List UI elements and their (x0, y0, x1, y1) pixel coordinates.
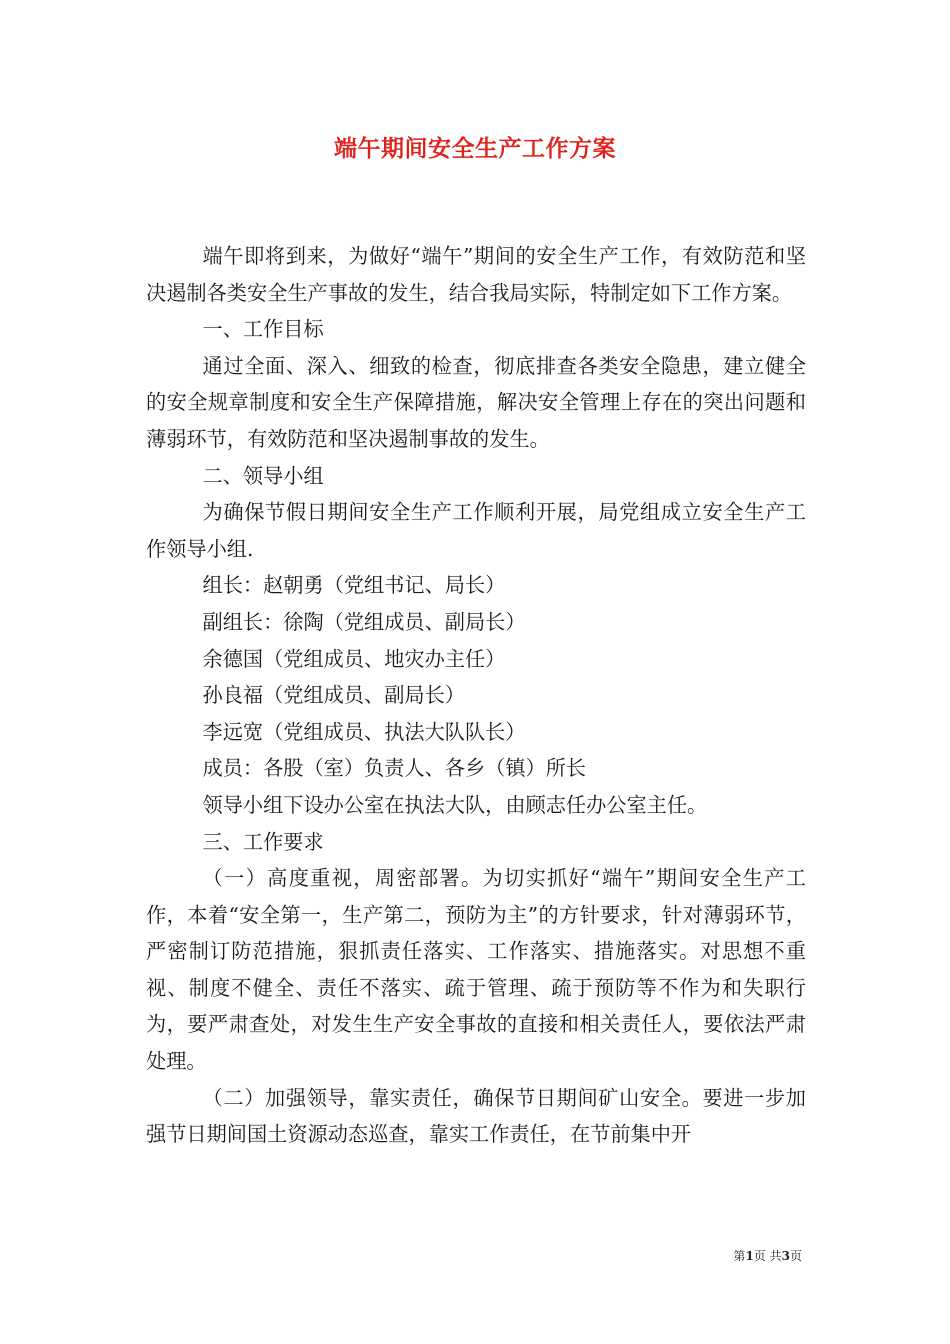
section-heading-requirements: 三、工作要求 (202, 829, 324, 854)
document-title: 端午期间安全生产工作方案 (334, 135, 616, 162)
section-heading-leadership: 二、领导小组 (202, 463, 324, 488)
page-number-current: 1 (745, 1249, 754, 1263)
page-number-suffix: 页 (789, 1249, 802, 1263)
requirement-paragraph-1: （一）高度重视，周密部署。为切实抓好“端午”期间安全生产工作，本着“安全第一，生产第二，预防为主”的方针要求，针对薄弱环节，严密制订防范措施，狠抓责任落实、工作落实、措施落实。对思想不重视、制度不健全、责任不落实、疏于管理、疏于预防等不作为和失职行为，要严肃查处，对发生生产安全事故的直接和相关责任人，要依法严肃处理。 (146, 866, 806, 1074)
page-number-middle: 页 共 (753, 1249, 782, 1263)
goal-paragraph: 通过全面、深入、细致的检查，彻底排查各类安全隐患，建立健全的安全规章制度和安全生产保障措施，解决安全管理上存在的突出问题和薄弱环节，有效防范和坚决遏制事故的发生。 (146, 353, 806, 451)
requirement-paragraph-2: （二）加强领导，靠实责任，确保节日期间矿山安全。要进一步加强节日期间国土资源动态巡查，靠实工作责任，在节前集中开 (146, 1085, 806, 1147)
intro-paragraph: 端午即将到来，为做好“端午”期间的安全生产工作，有效防范和坚决遏制各类安全生产事故的发生，结合我局实际，特制定如下工作方案。 (146, 244, 806, 305)
deputy-leader-line: 副组长：徐陶（党组成员、副局长） (202, 609, 526, 634)
document-body (146, 238, 806, 1153)
page-number-total: 3 (781, 1249, 790, 1263)
members-line: 成员：各股（室）负责人、各乡（镇）所长 (202, 756, 587, 781)
page-number (733, 1248, 802, 1264)
member-line: 孙良福（党组成员、副局长） (202, 683, 465, 708)
member-line: 李远宽（党组成员、执法大队队长） (202, 719, 526, 744)
leader-line: 组长：赵朝勇（党组书记、局长） (202, 573, 506, 598)
member-line: 余德国（党组成员、地灾办主任） (202, 646, 506, 671)
section-heading-goal: 一、工作目标 (202, 317, 324, 342)
office-line: 领导小组下设办公室在执法大队，由顾志任办公室主任。 (202, 792, 708, 817)
page-number-prefix: 第 (733, 1249, 746, 1263)
leadership-paragraph: 为确保节假日期间安全生产工作顺利开展，局党组成立安全生产工作领导小组. (146, 500, 806, 561)
